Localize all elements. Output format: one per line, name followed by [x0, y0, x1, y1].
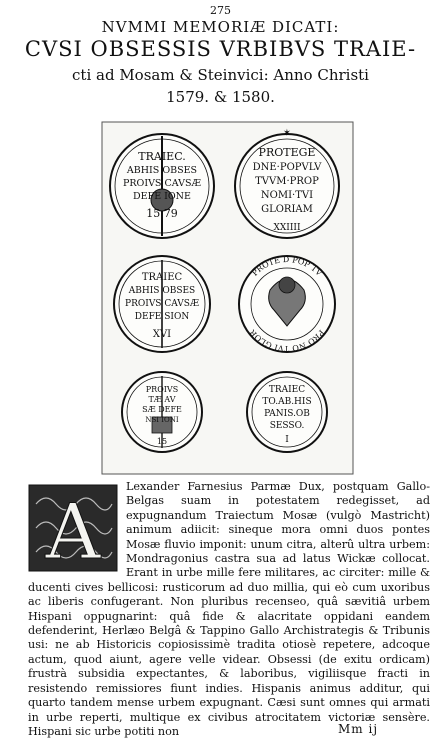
coin-1	[110, 134, 214, 238]
coin-6-line-1: TRAIEC	[268, 385, 306, 395]
helmet-icon	[279, 277, 295, 293]
coin-2-line-6: XXIIII	[273, 223, 301, 233]
coin-2-line-4: NOMI·TVI	[260, 190, 314, 201]
coin-5-line-5: 15	[156, 437, 168, 446]
coin-2-line-5: GLORIAM	[261, 204, 313, 215]
coin-2-line-1: PROTEGE	[258, 146, 316, 159]
coin-5	[122, 372, 202, 452]
coin-6-line-4: SESSO.	[269, 421, 305, 431]
coin-2-line-3: TVVM·PROP	[255, 176, 319, 187]
coin-1-line-4: DEFE IONE	[133, 191, 191, 202]
coin-5-line-4: NSI IONI	[145, 416, 179, 424]
coin-5-line-1: PROIVS	[145, 385, 179, 394]
coin-plate	[100, 120, 355, 476]
coin-6-line-2: TO.AB.HIS	[262, 397, 312, 407]
drop-cap-letter: A	[45, 487, 101, 572]
star-icon: ✶	[282, 128, 292, 139]
signature-mark: Mm ij	[338, 722, 379, 736]
coin-2-line-2: DNE·POPVLV	[252, 162, 322, 173]
coin-1-line-5: 15 79	[146, 207, 178, 220]
title-line-4: 1579. & 1580.	[166, 88, 275, 106]
coin-1-line-1: TRAIEC.	[138, 150, 186, 163]
drop-cap	[28, 484, 118, 572]
title-line-1: NVMMI MEMORIÆ DICATI:	[101, 18, 340, 36]
coin-1-line-3: PROIVS CAVSÆ	[122, 178, 202, 189]
coin-3-line-4: DEFE SION	[134, 312, 190, 322]
coin-5-line-3: SÆ DEFE	[142, 405, 182, 414]
coin-6-line-3: PANIS.OB	[264, 409, 310, 419]
title-line-2: CVSI OBSESSIS VRBIBVS TRAIE-	[24, 37, 417, 61]
title-line-3: cti ad Mosam & Steinvici: Anno Christi	[72, 66, 369, 84]
coin-4	[239, 255, 335, 353]
coin-3-line-3: PROIVS CAVSÆ	[125, 299, 199, 309]
body-text: Lexander Farnesius Parmæ Dux, postquam Gallo-Belgas suam in potestatem redegisset, ad expugnandum Traiectum Mosæ (vulgò Mastricht) animum adiicit: sineque mora omni duos pontes Mosæ fluvio imponit: unum citra, alterû ultra urbem: Mondragonius castra sua ad latus Wickæ collocat. Erant in urbe mille fere militares, ac circiter: mille & ducenti cives bellicosi: rusticorum ad duo millia, qui eò cum uxoribus ac liberis confugerant. Non pluribus recenseo, quâ sævitiâ urbem Hispani oppugnarint: quâ fide & alacritate oppidani eandem defenderint, Herlæo Belgâ & Tappino Gallo Archistrategis & Tribunis usi: ne ab Historicis copiosissimè tradita otiosè repetere, adcoque actum, quod aiunt, agere velle videar. Obsessi (de exitu ordicam) frustrà subsidia expectantes, & laboribus, vigiliisque fracti in resistendo remissiores fiunt indies. Hispanis animus additur, qui quarto tandem mense urbem expugnant. Cæsi sunt omnes qui armati in urbe reperti, multique ex civibus atrocitatem victoriæ sensère. Hispani sic urbe potiti non	[28, 480, 430, 738]
coin-5-line-2: TÆ AV	[148, 395, 176, 404]
coin-1-line-2: ABHIS OBSES	[126, 165, 198, 176]
page-number: 275	[210, 4, 231, 17]
coin-3-line-5: XVI	[152, 329, 172, 340]
coin-6	[247, 372, 327, 452]
coin-4-bottom-legend: PRO NO TVI GLOR	[248, 327, 326, 354]
coin-3-line-1: TRAIEC	[141, 272, 183, 283]
coin-3-line-2: ABHIS OBSES	[128, 286, 196, 296]
coin-3	[114, 256, 210, 352]
coin-6-line-5: I	[285, 435, 289, 445]
coin-4-top-legend: PROTE D POP TV	[250, 254, 324, 278]
